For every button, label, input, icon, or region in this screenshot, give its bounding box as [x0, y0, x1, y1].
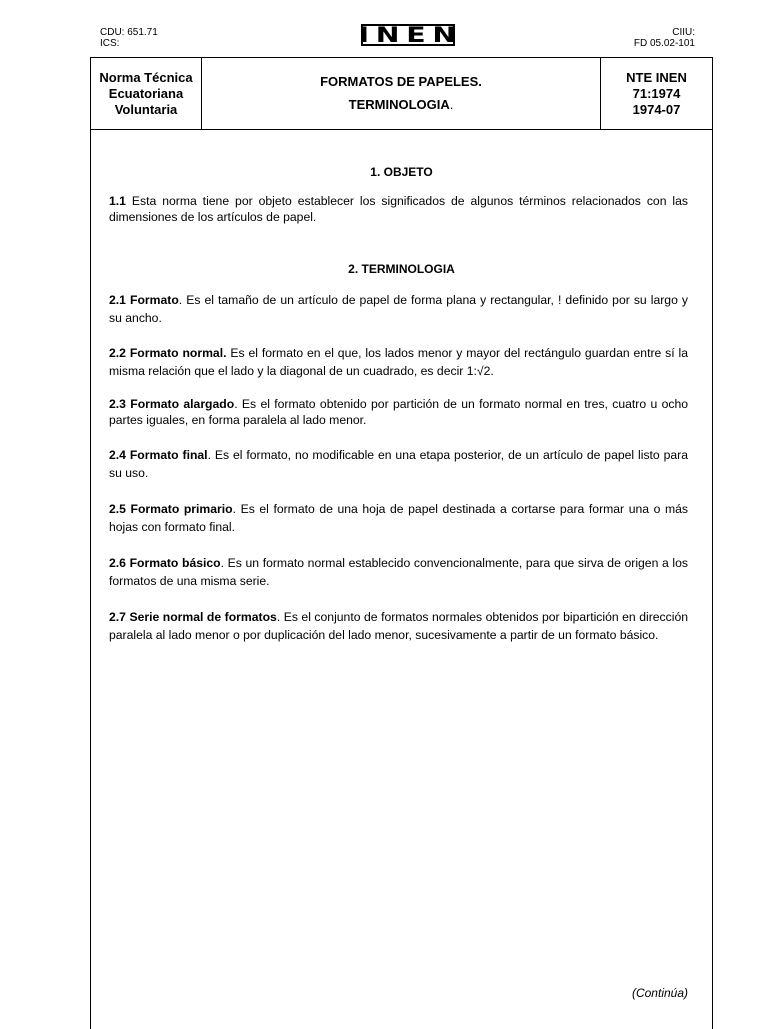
continues-note: (Continúa) — [631, 986, 688, 1000]
ciiu-code: CIIU: — [672, 27, 695, 38]
fd-code: FD 05.02-101 — [633, 38, 695, 49]
header-table — [90, 57, 713, 130]
top-left-meta — [100, 27, 158, 49]
top-right-meta — [634, 27, 695, 49]
norm-code-cell — [601, 58, 712, 129]
document-title-line1: FORMATOS DE PAPELES. — [320, 74, 482, 89]
paragraph-2-4: 2.4 Formato final. Es el formato, no modificable en una etapa posterior, de un artículo de papel listo para su uso. — [109, 448, 688, 480]
document-title-cell — [202, 58, 601, 129]
paragraph-2-3: 2.3 Formato alargado. Es el formato obtenido por partición de un formato normal en tres, cuatro u ocho partes iguales, en forma paralela al lado menor. — [109, 397, 689, 427]
paragraph-2-7: 2.7 Serie normal de formatos. Es el conjunto de formatos normales obtenidos por bipartición en dirección paralela al lado menor o por duplicación del lado menor, sucesivamente a partir de un formato básico. — [109, 610, 688, 642]
paragraph-2-2: 2.2 Formato normal. Es el formato en el que, los lados menor y mayor del rectángulo guardan entre sí la misma relación que el lado y la diagonal de un cuadrado, es decir 1:√2. — [109, 346, 689, 378]
paragraph-2-1: 2.1 Formato. Es el tamaño de un artículo de papel de forma plana y rectangular, ! definido por su largo y su ancho. — [109, 293, 689, 325]
norm-type-line: Ecuatoriana — [108, 85, 184, 101]
norm-code-line: NTE INEN — [626, 69, 687, 85]
inen-logo-text: INEN — [358, 23, 463, 47]
norm-code-line: 71:1974 — [632, 85, 681, 101]
cdu-code: CDU: 651.71 — [100, 27, 158, 38]
paragraph-2-5: 2.5 Formato primario. Es el formato de una hoja de papel destinada a cortarse para formar una o más hojas con formato final. — [109, 502, 688, 534]
norm-type-cell — [91, 58, 202, 129]
norm-type-line: Voluntaria — [114, 101, 178, 117]
section-title-objeto: 1. OBJETO — [370, 165, 433, 179]
paragraph-2-6: 2.6 Formato básico. Es un formato normal establecido convencionalmente, para que sirva de origen a los formatos de una misma serie. — [109, 556, 689, 588]
norm-type-line: Norma Técnica — [99, 69, 193, 85]
paragraph-1-1: 1.1 Esta norma tiene por objeto establecer los significados de algunos términos relacionados con las dimensiones de los artículos de papel. — [109, 194, 688, 224]
norm-code-line: 1974-07 — [632, 101, 681, 117]
document-title-line2: TERMINOLOGIA. — [348, 97, 454, 112]
section-title-terminologia: 2. TERMINOLOGIA — [348, 262, 455, 276]
inen-logo — [358, 23, 463, 47]
ics-code: ICS: — [100, 38, 120, 49]
